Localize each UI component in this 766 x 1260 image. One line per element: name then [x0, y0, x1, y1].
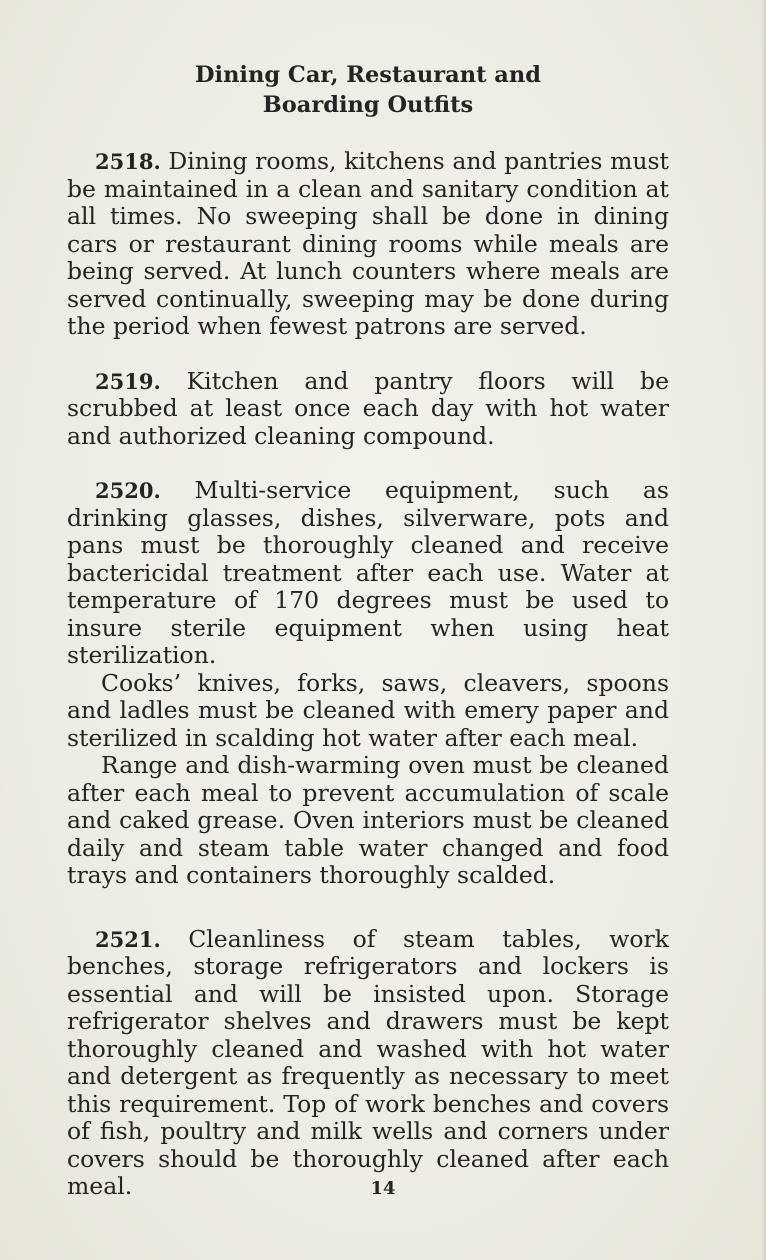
rule-number: 2521.	[95, 926, 161, 952]
rule-2519	[67, 368, 669, 451]
rule-text: Dining rooms, kitchens and pantries must be maintained in a clean and sanitary condition at all times. No sweeping shall be done in dining cars or restaurant dining rooms while meals are being served. At lunch counters where meals are served continually, sweeping may be done during the period when fewest patrons are served.	[67, 147, 669, 340]
page-number: 14	[370, 1178, 396, 1199]
rule-2520	[67, 477, 669, 670]
rule-number: 2520.	[95, 478, 161, 503]
heading-line-1: Dining Car, Restaurant and	[195, 62, 541, 88]
rule-number: 2519.	[95, 368, 161, 394]
rule-2521	[67, 926, 669, 1201]
rule-2520-continuation-1: Cooks’ knives, forks, saws, cleavers, spoons and ladles must be cleaned with emery paper and sterilized in scalding hot water after each meal.	[67, 668, 669, 752]
section-heading	[67, 60, 669, 120]
rule-2520-continuation-2: Range and dish-warming oven must be cleaned after each meal to prevent accumulation of scale and caked grease. Oven interiors must be cleaned daily and steam table water changed and food trays and containers thoroughly scalded.	[67, 751, 669, 889]
rule-2518	[67, 148, 669, 341]
rule-text: Kitchen and pantry floors will be scrubbed at least once each day with hot water and authorized cleaning compound.	[67, 366, 669, 450]
page-content	[67, 60, 669, 1201]
rule-text: Multi-service equipment, such as drinking glasses, dishes, silverware, pots and pans must be thoroughly cleaned and receive bactericidal treatment after each use. Water at temperature of 170 degrees must be used to insure sterile equipment when using heat sterilization.	[67, 476, 669, 669]
rule-number: 2518.	[95, 149, 161, 174]
heading-line-2: Boarding Outfits	[262, 92, 474, 118]
rule-text: Cleanliness of steam tables, work benches, storage refrigerators and lockers is essential and will be insisted upon. Storage refrigerator shelves and drawers must be kept thoroughly cleaned and washed with hot water and detergent as frequently as necessary to meet this requirement. Top of work benches and covers of fish, poultry and milk wells and corners under covers should be thoroughly cleaned after each meal.	[67, 924, 669, 1200]
